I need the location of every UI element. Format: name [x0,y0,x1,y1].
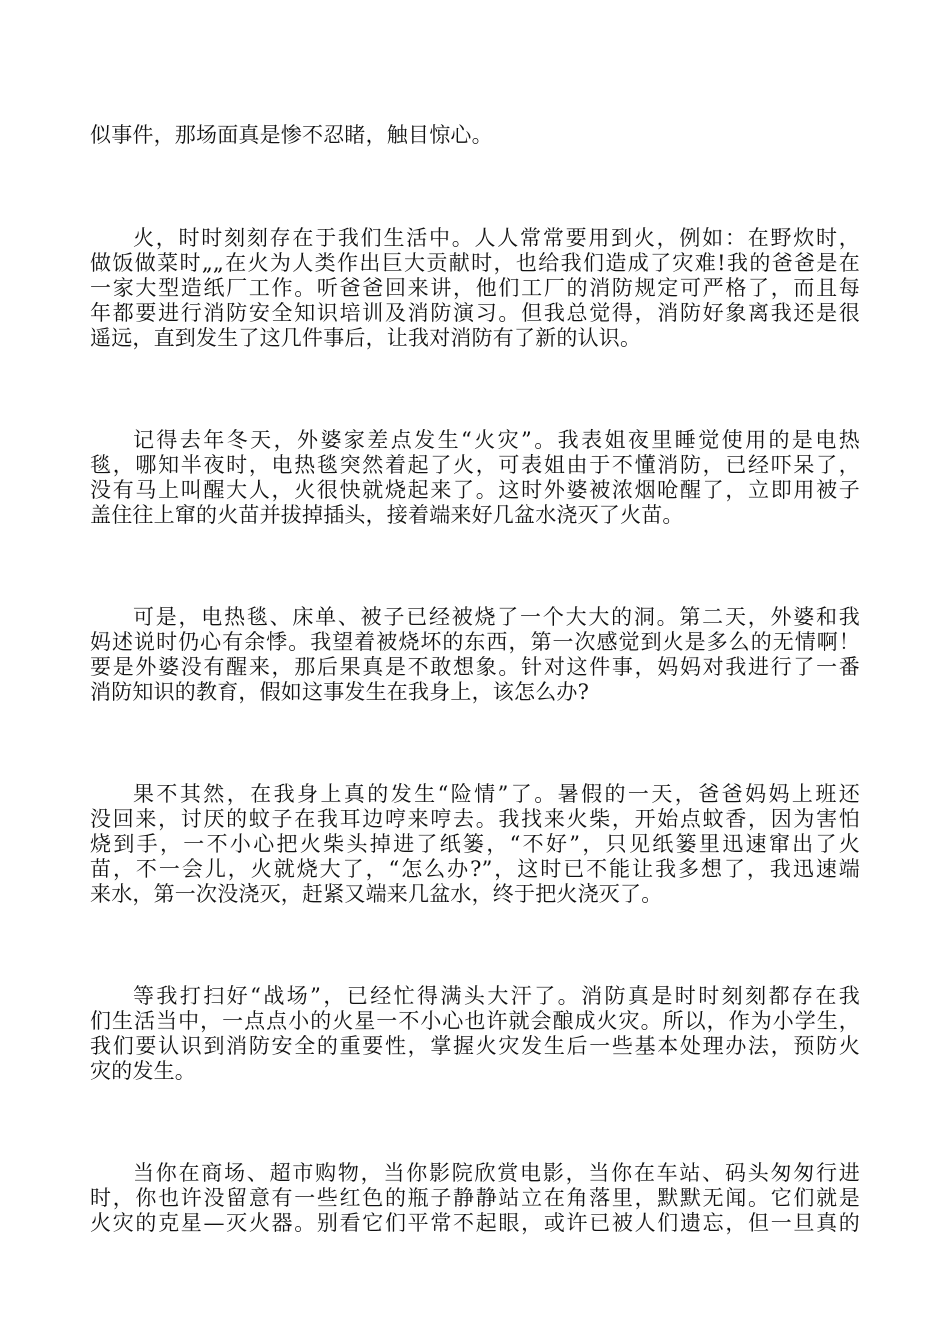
paragraph-2-line-2: 做饭做菜时„„在火为人类作出巨大贡献时，也给我们造成了灾难!我的爸爸是在 [90,251,860,275]
paragraph-7-line-3: 火灾的克星—灭火器。别看它们平常不起眼，或许已被人们遗忘，但一旦真的 [90,1211,860,1235]
paragraph-6-line-3: 我们要认识到消防安全的重要性，掌握火灾发生后一些基本处理办法，预防火 [90,1034,860,1058]
paragraph-4-line-3: 要是外婆没有醒来，那后果真是不敢想象。针对这件事，妈妈对我进行了一番 [90,655,860,679]
paragraph-7-line-1: 当你在商场、超市购物，当你影院欣赏电影，当你在车站、码头匆匆行进 [133,1161,860,1185]
paragraph-5-line-3: 烧到手，一不小心把火柴头掉进了纸篓，“不好”，只见纸篓里迅速窜出了火 [90,832,860,856]
paragraph-5-line-1: 果不其然，在我身上真的发生“险情”了。暑假的一天，爸爸妈妈上班还 [133,782,860,806]
paragraph-2-line-5: 遥远，直到发生了这几件事后，让我对消防有了新的认识。 [90,326,642,350]
paragraph-6-line-2: 们生活当中，一点点小的火星一不小心也许就会酿成火灾。所以，作为小学生， [90,1009,860,1033]
paragraph-3-line-3: 没有马上叫醒大人，火很快就烧起来了。这时外婆被浓烟呛醒了，立即用被子 [90,478,860,502]
paragraph-4-line-1: 可是，电热毯、床单、被子已经被烧了一个大大的洞。第二天，外婆和我 [133,605,860,629]
paragraph-1-line-1: 似事件，那场面真是惨不忍睹，触目惊心。 [90,123,493,147]
paragraph-3-line-2: 毯，哪知半夜时，电热毯突然着起了火，可表姐由于不懂消防，已经吓呆了， [90,453,860,477]
paragraph-6-line-1: 等我打扫好“战场”，已经忙得满头大汗了。消防真是时时刻刻都存在我 [133,984,860,1008]
paragraph-2-line-1: 火，时时刻刻存在于我们生活中。人人常常要用到火，例如：在野炊时， [133,226,860,250]
paragraph-5-line-2: 没回来，讨厌的蚊子在我耳边哼来哼去。我找来火柴，开始点蚊香，因为害怕 [90,807,860,831]
paragraph-2-line-4: 年都要进行消防安全知识培训及消防演习。但我总觉得，消防好象离我还是很 [90,301,860,325]
document-page [90,0,860,1344]
paragraph-6-line-4: 灾的发生。 [90,1059,196,1083]
paragraph-3-line-4: 盖住往上窜的火苗并拔掉插头，接着端来好几盆水浇灭了火苗。 [90,503,684,527]
paragraph-7-line-2: 时，你也许没留意有一些红色的瓶子静静站立在角落里，默默无闻。它们就是 [90,1186,860,1210]
paragraph-4-line-2: 妈述说时仍心有余悸。我望着被烧坏的东西，第一次感觉到火是多么的无情啊！ [90,630,860,654]
paragraph-5-line-4: 苗，不一会儿，火就烧大了，“怎么办?”，这时已不能让我多想了，我迅速端 [90,857,860,881]
paragraph-3-line-1: 记得去年冬天，外婆家差点发生“火灾”。我表姐夜里睡觉使用的是电热 [133,428,860,452]
paragraph-2-line-3: 一家大型造纸厂工作。听爸爸回来讲，他们工厂的消防规定可严格了，而且每 [90,276,860,300]
paragraph-5-line-5: 来水，第一次没浇灭，赶紧又端来几盆水，终于把火浇灭了。 [90,882,663,906]
paragraph-4-line-4: 消防知识的教育，假如这事发生在我身上，该怎么办? [90,680,590,704]
